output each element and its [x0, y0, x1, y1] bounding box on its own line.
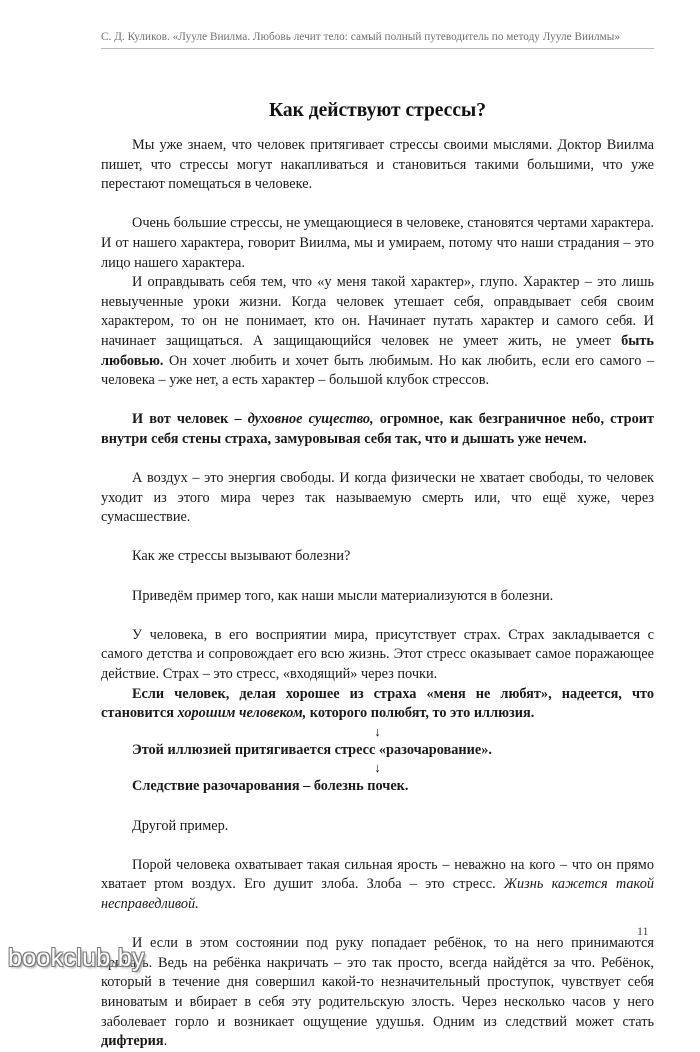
paragraph-justification: И оправдывать себя тем, что «у меня такой характер», глупо. Характер – это лишь невыученные уроки жизни. Когда человек утешает себя, оправдывает себя своим характером, то он не понимает, кто он. Начинает путать характер и самого себя. И начинает защищаться. А защищающийся человек не умеет жить, не умеет быть любовью. Он хочет любить и хочет быть любимым. Но как любить, если его самого – человека – уже нет, а есть характер – большой клубок стрессов.: [101, 274, 654, 389]
paragraph-character: Очень большие стрессы, не умещающиеся в человеке, становятся чертами характера. И от нашего характера, говорит Виилма, мы и умираем, потому что наши страдания – это лицо нашего характера.: [101, 215, 654, 271]
running-header: С. Д. Куликов. «Лууле Виилма. Любовь лечит тело: самый полный путеводитель по методу Лууле Виилмы»: [101, 31, 621, 43]
paragraph-rage: Порой человека охватывает такая сильная ярость – неважно на кого – что он прямо хватает ртом воздух. Его душит злоба. Злоба – это стресс. Жизнь кажется такой несправедливой.: [101, 856, 654, 912]
paragraph-another-example: Другой пример.: [132, 817, 229, 834]
paragraph-air-freedom: А воздух – это энергия свободы. И когда физически не хватает свободы, то человек уходит из этого мира через так называемую смерть или, что ещё хуже, через сумасшествие.: [101, 470, 654, 526]
paragraph-kidney-disease: Следствие разочарования – болезнь почек.: [132, 778, 409, 795]
paragraph-fear: У человека, в его восприятии мира, присутствует страх. Страх закладывается с самого детства и сопровождает его всю жизнь. Этот стресс оказывает самое поражающее действие. Страх – это стресс, «входящий» через почки.: [101, 626, 654, 683]
paragraph-question: Как же стрессы вызывают болезни?: [132, 548, 351, 565]
body-text: [101, 136, 654, 1052]
paragraph-example-intro: Приведём пример того, как наши мысли материализуются в болезни.: [132, 587, 554, 604]
paragraph-spiritual-being: И вот человек – духовное существо, огромное, как безграничное небо, строит внутри себя стены страха, замуровывая себя так, что и дышать уже нечем.: [101, 411, 654, 447]
down-arrow-icon: ↓: [374, 723, 381, 739]
paragraph-child: И если в этом состоянии под руку попадает ребёнок, то на него принимаются кричать. Ведь на ребёнка накричать – это так просто, всегда найдётся за что. Ребёнок, который в течение дня совершил какой-то незначительный проступок, чувствует себя виноватым и вбирает в себя эту родительскую злость. Через несколько часов у него заболевает горло и возникает ощущение удушья. Одним из следствий может стать дифтерия.: [101, 935, 654, 1050]
paragraph-disappointment: Этой иллюзией притягивается стресс «разочарование».: [132, 741, 492, 758]
paragraph-stress-accumulation: Мы уже знаем, что человек притягивает стрессы своими мыслями. Доктор Виилма пишет, что стрессы могут накапливаться и становиться такими большими, что уже перестают помещаться в человеке.: [101, 137, 654, 193]
site-watermark: bookclub.by: [8, 944, 145, 972]
section-title: Как действуют стрессы?: [269, 100, 486, 121]
page-number: 11: [637, 924, 649, 938]
paragraph-illusion: Если человек, делая хорошее из страха «меня не любят», надеется, что становится хорошим человеком, которого полюбят, то это иллюзия.: [101, 685, 654, 722]
down-arrow-icon: ↓: [374, 760, 381, 776]
header-rule: [101, 48, 654, 49]
